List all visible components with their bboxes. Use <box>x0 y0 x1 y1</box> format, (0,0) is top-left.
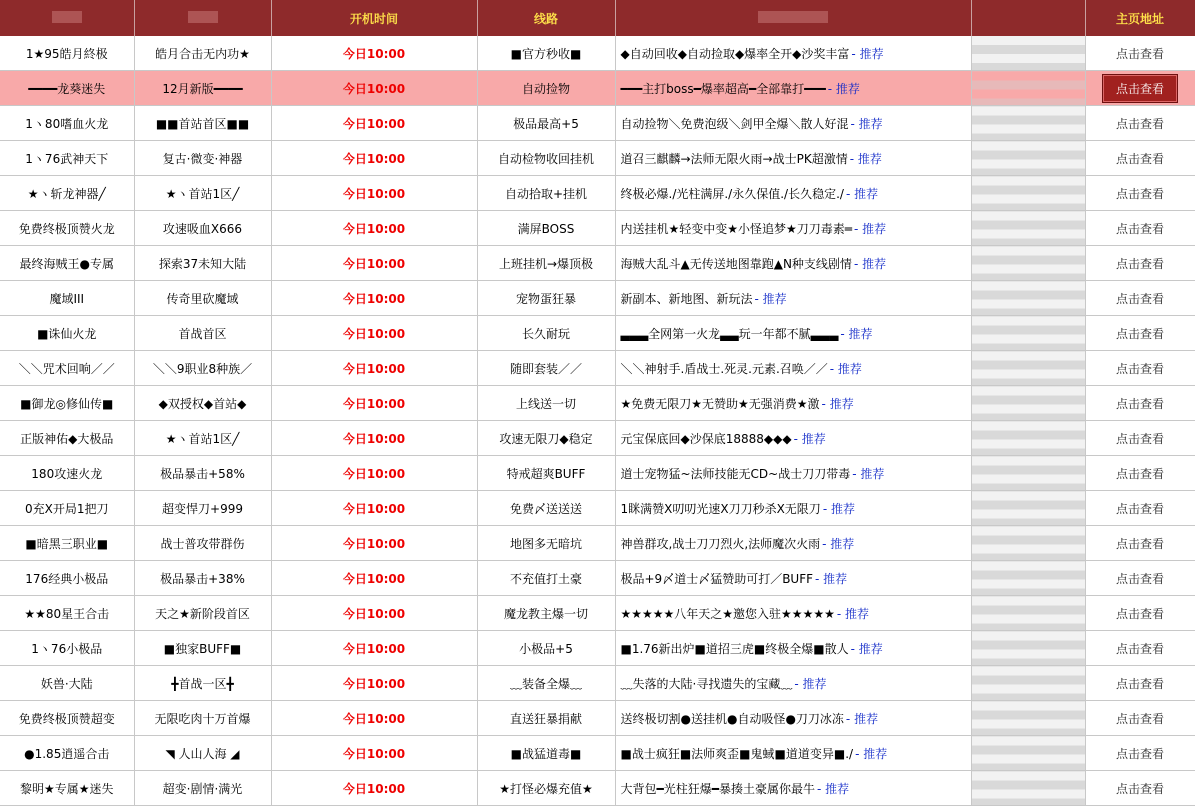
blurred-cell <box>971 596 1085 631</box>
homepage-link-cell[interactable] <box>1085 176 1195 211</box>
server-name-cell: 魔域III <box>0 281 134 316</box>
server-name-cell: 1ヽ80嗜血火龙 <box>0 106 134 141</box>
open-time-cell: 今日10:00 <box>271 666 477 701</box>
description-text: 新副本、新地图、新玩法 <box>620 291 753 306</box>
homepage-link-cell[interactable] <box>1085 71 1195 106</box>
homepage-link-cell[interactable] <box>1085 246 1195 281</box>
table-row <box>0 386 1195 421</box>
line-cell: 宠物蛋狂暴 <box>477 281 615 316</box>
server-name-cell: ■暗黑三职业■ <box>0 526 134 561</box>
description-cell <box>615 526 971 561</box>
open-time-cell: 今日10:00 <box>271 141 477 176</box>
version-cell: 探索37未知大陆 <box>134 246 271 281</box>
view-homepage-link[interactable]: 点击查看 <box>1115 116 1164 131</box>
description-cell <box>615 386 971 421</box>
description-text: 元宝保底回◆沙保底18888◆◆◆ <box>620 431 792 446</box>
open-time-cell: 今日10:00 <box>271 211 477 246</box>
server-name-cell: 最终海贼王●专属 <box>0 246 134 281</box>
open-time-cell: 今日10:00 <box>271 456 477 491</box>
server-name-cell: ■诛仙火龙 <box>0 316 134 351</box>
blurred-cell <box>971 176 1085 211</box>
version-cell: 皓月合击无内功★ <box>134 36 271 71</box>
recommend-link[interactable]: - 推荐 <box>827 81 860 96</box>
view-homepage-link[interactable]: 点击查看 <box>1115 606 1164 621</box>
line-cell: 长久耐玩 <box>477 316 615 351</box>
recommend-link[interactable]: - 推荐 <box>849 151 882 166</box>
header-server-name <box>0 0 134 36</box>
view-homepage-link[interactable]: 点击查看 <box>1115 466 1164 481</box>
version-cell: ■■首站首区■■ <box>134 106 271 141</box>
description-cell <box>615 666 971 701</box>
view-homepage-link[interactable]: 点击查看 <box>1115 746 1164 761</box>
recommend-link[interactable]: - 推荐 <box>851 46 884 61</box>
version-cell: ★ヽ首站1区╱ <box>134 421 271 456</box>
view-homepage-link[interactable]: 点击查看 <box>1115 501 1164 516</box>
view-homepage-link[interactable]: 点击查看 <box>1115 711 1164 726</box>
version-cell: ■独家BUFF■ <box>134 631 271 666</box>
server-name-cell: 1★95皓月終极 <box>0 36 134 71</box>
server-name-cell: 免费终极顶赞火龙 <box>0 211 134 246</box>
version-cell: 超变悍刀+999 <box>134 491 271 526</box>
description-cell <box>615 281 971 316</box>
blurred-cell <box>971 491 1085 526</box>
version-cell: 传奇里砍魔域 <box>134 281 271 316</box>
homepage-link-cell[interactable] <box>1085 106 1195 141</box>
table-row <box>0 456 1195 491</box>
view-homepage-link[interactable]: 点击查看 <box>1115 326 1164 341</box>
description-cell <box>615 176 971 211</box>
description-cell <box>615 211 971 246</box>
table-body <box>0 36 1195 806</box>
blurred-header-text <box>188 11 218 23</box>
blurred-cell <box>971 281 1085 316</box>
version-cell: 首战首区 <box>134 316 271 351</box>
table-row <box>0 106 1195 141</box>
description-cell <box>615 141 971 176</box>
homepage-link-cell[interactable] <box>1085 421 1195 456</box>
homepage-link-cell[interactable] <box>1085 526 1195 561</box>
homepage-link-cell[interactable] <box>1085 386 1195 421</box>
open-time-cell: 今日10:00 <box>271 491 477 526</box>
description-cell <box>615 491 971 526</box>
version-cell: 复古·微变·神器 <box>134 141 271 176</box>
blurred-cell <box>971 141 1085 176</box>
line-cell: 自动捡物 <box>477 71 615 106</box>
table-header <box>0 0 1195 36</box>
table-row <box>0 281 1195 316</box>
line-cell: 极品最高+5 <box>477 106 615 141</box>
homepage-link-cell[interactable] <box>1085 36 1195 71</box>
server-name-cell: 正版神佑◆大极品 <box>0 421 134 456</box>
header-version <box>134 0 271 36</box>
table-row <box>0 351 1195 386</box>
description-cell <box>615 316 971 351</box>
header-description <box>615 0 971 36</box>
header-open-time: 开机时间 <box>271 0 477 36</box>
open-time-cell: 今日10:00 <box>271 176 477 211</box>
line-cell: 特戒超爽BUFF <box>477 456 615 491</box>
description-text: ★免费无限刀★无赞助★无强消费★激 <box>620 396 820 411</box>
server-name-cell: 黎明★专属★迷失 <box>0 771 134 806</box>
description-text: ━━━主打boss━爆率超高━全部靠打━━━ <box>620 81 826 96</box>
homepage-link-cell[interactable] <box>1085 736 1195 771</box>
table-row <box>0 491 1195 526</box>
server-name-cell: ━━━━龙葵迷失 <box>0 71 134 106</box>
open-time-cell: 今日10:00 <box>271 386 477 421</box>
server-name-cell: ●1.85逍遥合击 <box>0 736 134 771</box>
line-cell: ■官方秒收■ <box>477 36 615 71</box>
table-row <box>0 71 1195 106</box>
description-cell <box>615 351 971 386</box>
table-row <box>0 36 1195 71</box>
view-homepage-link[interactable]: 点击查看 <box>1115 291 1164 306</box>
blurred-cell <box>971 71 1085 106</box>
description-text: ★★★★★八年天之★邀您入驻★★★★★ <box>620 606 835 621</box>
server-name-cell: ■御龙◎修仙传■ <box>0 386 134 421</box>
line-cell: 小极品+5 <box>477 631 615 666</box>
description-text: 极品+9〆道士〆猛赞助可打／BUFF <box>620 571 814 586</box>
recommend-link[interactable]: - 推荐 <box>855 746 888 761</box>
version-cell: 极品暴击+38% <box>134 561 271 596</box>
table-row <box>0 771 1195 806</box>
open-time-cell: 今日10:00 <box>271 561 477 596</box>
recommend-link[interactable]: - 推荐 <box>850 641 883 656</box>
view-homepage-link[interactable]: 点击查看 <box>1115 186 1164 201</box>
table-row <box>0 526 1195 561</box>
description-text: 道召三麒麟→法师无限火雨→战士PK超激情 <box>620 151 848 166</box>
homepage-link-cell[interactable] <box>1085 281 1195 316</box>
recommend-link[interactable]: - 推荐 <box>816 781 850 796</box>
description-cell <box>615 771 971 806</box>
header-homepage: 主页地址 <box>1085 0 1195 36</box>
blurred-cell <box>971 386 1085 421</box>
line-cell: ★打怪必爆充值★ <box>477 771 615 806</box>
recommend-link[interactable]: - 推荐 <box>822 501 855 516</box>
open-time-cell: 今日10:00 <box>271 71 477 106</box>
homepage-link-cell[interactable] <box>1085 596 1195 631</box>
version-cell: 天之★新阶段首区 <box>134 596 271 631</box>
server-name-cell: ★ヽ斩龙神器╱ <box>0 176 134 211</box>
recommend-link[interactable]: - 推荐 <box>793 431 826 446</box>
homepage-link-cell[interactable] <box>1085 141 1195 176</box>
line-cell: 满屏BOSS <box>477 211 615 246</box>
open-time-cell: 今日10:00 <box>271 596 477 631</box>
view-homepage-link[interactable]: 点击查看 <box>1115 431 1164 446</box>
description-text: 1眯满赞X叨叨光速X刀刀秒杀X无限刀 <box>620 501 821 516</box>
blurred-cell <box>971 106 1085 141</box>
homepage-link-cell[interactable] <box>1085 561 1195 596</box>
recommend-link[interactable]: - 推荐 <box>754 291 787 306</box>
version-cell: 无限吃肉十万首爆 <box>134 701 271 736</box>
recommend-link[interactable]: - 推荐 <box>852 466 885 481</box>
description-text: ◆自动回收◆自动捡取◆爆率全开◆沙奖丰富 <box>620 46 850 61</box>
version-cell: ◆双授权◆首站◆ <box>134 386 271 421</box>
table-row <box>0 421 1195 456</box>
blurred-header-text <box>758 11 828 23</box>
recommend-link[interactable]: - 推荐 <box>836 606 869 621</box>
description-text: 自动捡物＼免费泡级＼剑甲全爆＼散人好混 <box>620 116 849 131</box>
description-cell <box>615 246 971 281</box>
blurred-cell <box>971 736 1085 771</box>
description-cell <box>615 36 971 71</box>
view-homepage-link[interactable]: 点击查看 <box>1115 396 1164 411</box>
recommend-link[interactable]: - 推荐 <box>845 711 879 726</box>
table-row <box>0 561 1195 596</box>
description-text: 道士宠物猛~法师技能无CD~战士刀刀带毒 <box>620 466 851 481</box>
blurred-cell <box>971 36 1085 71</box>
blurred-cell <box>971 456 1085 491</box>
open-time-cell: 今日10:00 <box>271 106 477 141</box>
table-row <box>0 596 1195 631</box>
homepage-link-cell[interactable] <box>1085 666 1195 701</box>
open-time-cell: 今日10:00 <box>271 631 477 666</box>
homepage-link-cell[interactable] <box>1085 456 1195 491</box>
line-cell: 攻速无限刀◆稳定 <box>477 421 615 456</box>
homepage-link-cell[interactable] <box>1085 491 1195 526</box>
view-homepage-link[interactable]: 点击查看 <box>1115 361 1164 376</box>
server-name-cell: 180攻速火龙 <box>0 456 134 491</box>
server-name-cell: ＼＼咒术回响／／ <box>0 351 134 386</box>
description-text: ■1.76新出炉■道招三虎■终极全爆■散人 <box>620 641 849 656</box>
table-row <box>0 211 1195 246</box>
description-text: 内送挂机★轻变中变★小怪追梦★刀刀毒素═ <box>620 221 852 236</box>
server-name-cell: 0充X开局1把刀 <box>0 491 134 526</box>
header-line: 线路 <box>477 0 615 36</box>
line-cell: 地图多无暗坑 <box>477 526 615 561</box>
description-cell <box>615 71 971 106</box>
view-homepage-link[interactable]: 点击查看 <box>1115 781 1164 796</box>
open-time-cell: 今日10:00 <box>271 771 477 806</box>
server-name-cell: 妖兽·大陆 <box>0 666 134 701</box>
open-time-cell: 今日10:00 <box>271 281 477 316</box>
version-cell: 战士普攻带群伤 <box>134 526 271 561</box>
version-cell: 攻速吸血X666 <box>134 211 271 246</box>
homepage-link-cell[interactable] <box>1085 351 1195 386</box>
description-cell <box>615 596 971 631</box>
blurred-cell <box>971 246 1085 281</box>
server-name-cell: 1ヽ76武神天下 <box>0 141 134 176</box>
line-cell: 上班挂机→爆顶极 <box>477 246 615 281</box>
recommend-link[interactable]: - 推荐 <box>821 396 854 411</box>
homepage-link-cell[interactable] <box>1085 211 1195 246</box>
description-text: ■战士疯狂■法师爽歪■鬼蜮■道道变异■./ <box>620 746 854 761</box>
blurred-cell <box>971 316 1085 351</box>
description-text: 大背包━光柱狂爆━暴揍土豪属你最牛 <box>620 781 815 796</box>
view-homepage-link[interactable]: 点击查看 <box>1115 151 1164 166</box>
line-cell: 自动拾取+挂机 <box>477 176 615 211</box>
recommend-link[interactable]: - 推荐 <box>845 186 879 201</box>
recommend-link[interactable]: - 推荐 <box>853 256 887 271</box>
homepage-link-cell[interactable] <box>1085 701 1195 736</box>
open-time-cell: 今日10:00 <box>271 736 477 771</box>
line-cell: ■战猛道毒■ <box>477 736 615 771</box>
view-homepage-link[interactable]: 点击查看 <box>1115 46 1164 61</box>
recommend-link[interactable]: - 推荐 <box>840 326 873 341</box>
table-row <box>0 141 1195 176</box>
version-cell: ＼＼9职业8种族／ <box>134 351 271 386</box>
open-time-cell: 今日10:00 <box>271 36 477 71</box>
open-time-cell: 今日10:00 <box>271 246 477 281</box>
blurred-cell <box>971 771 1085 806</box>
homepage-link-cell[interactable] <box>1085 316 1195 351</box>
version-cell: ╋首战一区╋ <box>134 666 271 701</box>
description-text: ▃▃▃全网第一火龙▃▃玩一年都不腻▃▃▃ <box>620 326 839 341</box>
server-name-cell: 免费终极顶赞超变 <box>0 701 134 736</box>
table-row <box>0 701 1195 736</box>
table-row <box>0 736 1195 771</box>
blurred-cell <box>971 631 1085 666</box>
header-blurred <box>971 0 1085 36</box>
recommend-link[interactable]: - 推荐 <box>829 361 862 376</box>
line-cell: 自动检物收回挂机 <box>477 141 615 176</box>
blurred-cell <box>971 351 1085 386</box>
view-homepage-link[interactable]: 点击查看 <box>1115 641 1164 656</box>
blurred-cell <box>971 666 1085 701</box>
line-cell: 不充值打土豪 <box>477 561 615 596</box>
blurred-cell <box>971 561 1085 596</box>
open-time-cell: 今日10:00 <box>271 526 477 561</box>
description-cell <box>615 701 971 736</box>
table-row <box>0 246 1195 281</box>
table-row <box>0 316 1195 351</box>
description-text: 海贼大乱斗▲无传送地图靠跑▲N种支线剧情 <box>620 256 852 271</box>
view-homepage-link[interactable]: 点击查看 <box>1115 676 1164 691</box>
line-cell: 上线送一切 <box>477 386 615 421</box>
blurred-header-text <box>52 11 82 23</box>
description-text: 神兽群攻,战士刀刀烈火,法师魔次火雨 <box>620 536 821 551</box>
server-name-cell: 1ヽ76小极品 <box>0 631 134 666</box>
recommend-link[interactable]: - 推荐 <box>854 221 887 236</box>
recommend-link[interactable]: - 推荐 <box>850 116 883 131</box>
version-cell: 极品暴击+58% <box>134 456 271 491</box>
version-cell: 12月新版━━━━ <box>134 71 271 106</box>
description-cell <box>615 736 971 771</box>
homepage-link-cell[interactable] <box>1085 771 1195 806</box>
recommend-link[interactable]: - 推荐 <box>815 571 848 586</box>
blurred-cell <box>971 526 1085 561</box>
line-cell: 魔龙教主爆一切 <box>477 596 615 631</box>
homepage-link-cell[interactable] <box>1085 631 1195 666</box>
open-time-cell: 今日10:00 <box>271 421 477 456</box>
open-time-cell: 今日10:00 <box>271 701 477 736</box>
description-cell <box>615 561 971 596</box>
view-homepage-link[interactable]: 点击查看 <box>1102 74 1178 103</box>
description-text: 送终极切割●送挂机●自动吸怪●刀刀冰冻 <box>620 711 844 726</box>
description-cell <box>615 106 971 141</box>
view-homepage-link[interactable]: 点击查看 <box>1115 536 1164 551</box>
description-cell <box>615 421 971 456</box>
line-cell: 直送狂暴捐献 <box>477 701 615 736</box>
description-cell <box>615 456 971 491</box>
server-name-cell: 176经典小极品 <box>0 561 134 596</box>
version-cell: ★ヽ首站1区╱ <box>134 176 271 211</box>
description-text: ＼＼神射手.盾战士.死灵.元素.召唤／／ <box>620 361 828 376</box>
recommend-link[interactable]: - 推荐 <box>822 536 855 551</box>
view-homepage-link[interactable]: 点击查看 <box>1115 256 1164 271</box>
line-cell: 随即套装／／ <box>477 351 615 386</box>
description-cell <box>615 631 971 666</box>
version-cell: 超变·剧情·满光 <box>134 771 271 806</box>
line-cell: ﹏装备全爆﹏ <box>477 666 615 701</box>
recommend-link[interactable]: - 推荐 <box>794 676 827 691</box>
blurred-cell <box>971 211 1085 246</box>
table-row <box>0 176 1195 211</box>
blurred-cell <box>971 421 1085 456</box>
open-time-cell: 今日10:00 <box>271 316 477 351</box>
version-cell: ◥ 人山人海 ◢ <box>134 736 271 771</box>
blurred-cell <box>971 701 1085 736</box>
table-row <box>0 631 1195 666</box>
view-homepage-link[interactable]: 点击查看 <box>1115 221 1164 236</box>
table-row <box>0 666 1195 701</box>
description-text: ﹏失落的大陆·寻找遗失的宝藏﹏ <box>620 676 793 691</box>
description-text: 终极必爆./光柱满屏./永久保值./长久稳定./ <box>620 186 844 201</box>
open-time-cell: 今日10:00 <box>271 351 477 386</box>
line-cell: 免费〆送送送 <box>477 491 615 526</box>
server-name-cell: ★★80星王合击 <box>0 596 134 631</box>
view-homepage-link[interactable]: 点击查看 <box>1115 571 1164 586</box>
